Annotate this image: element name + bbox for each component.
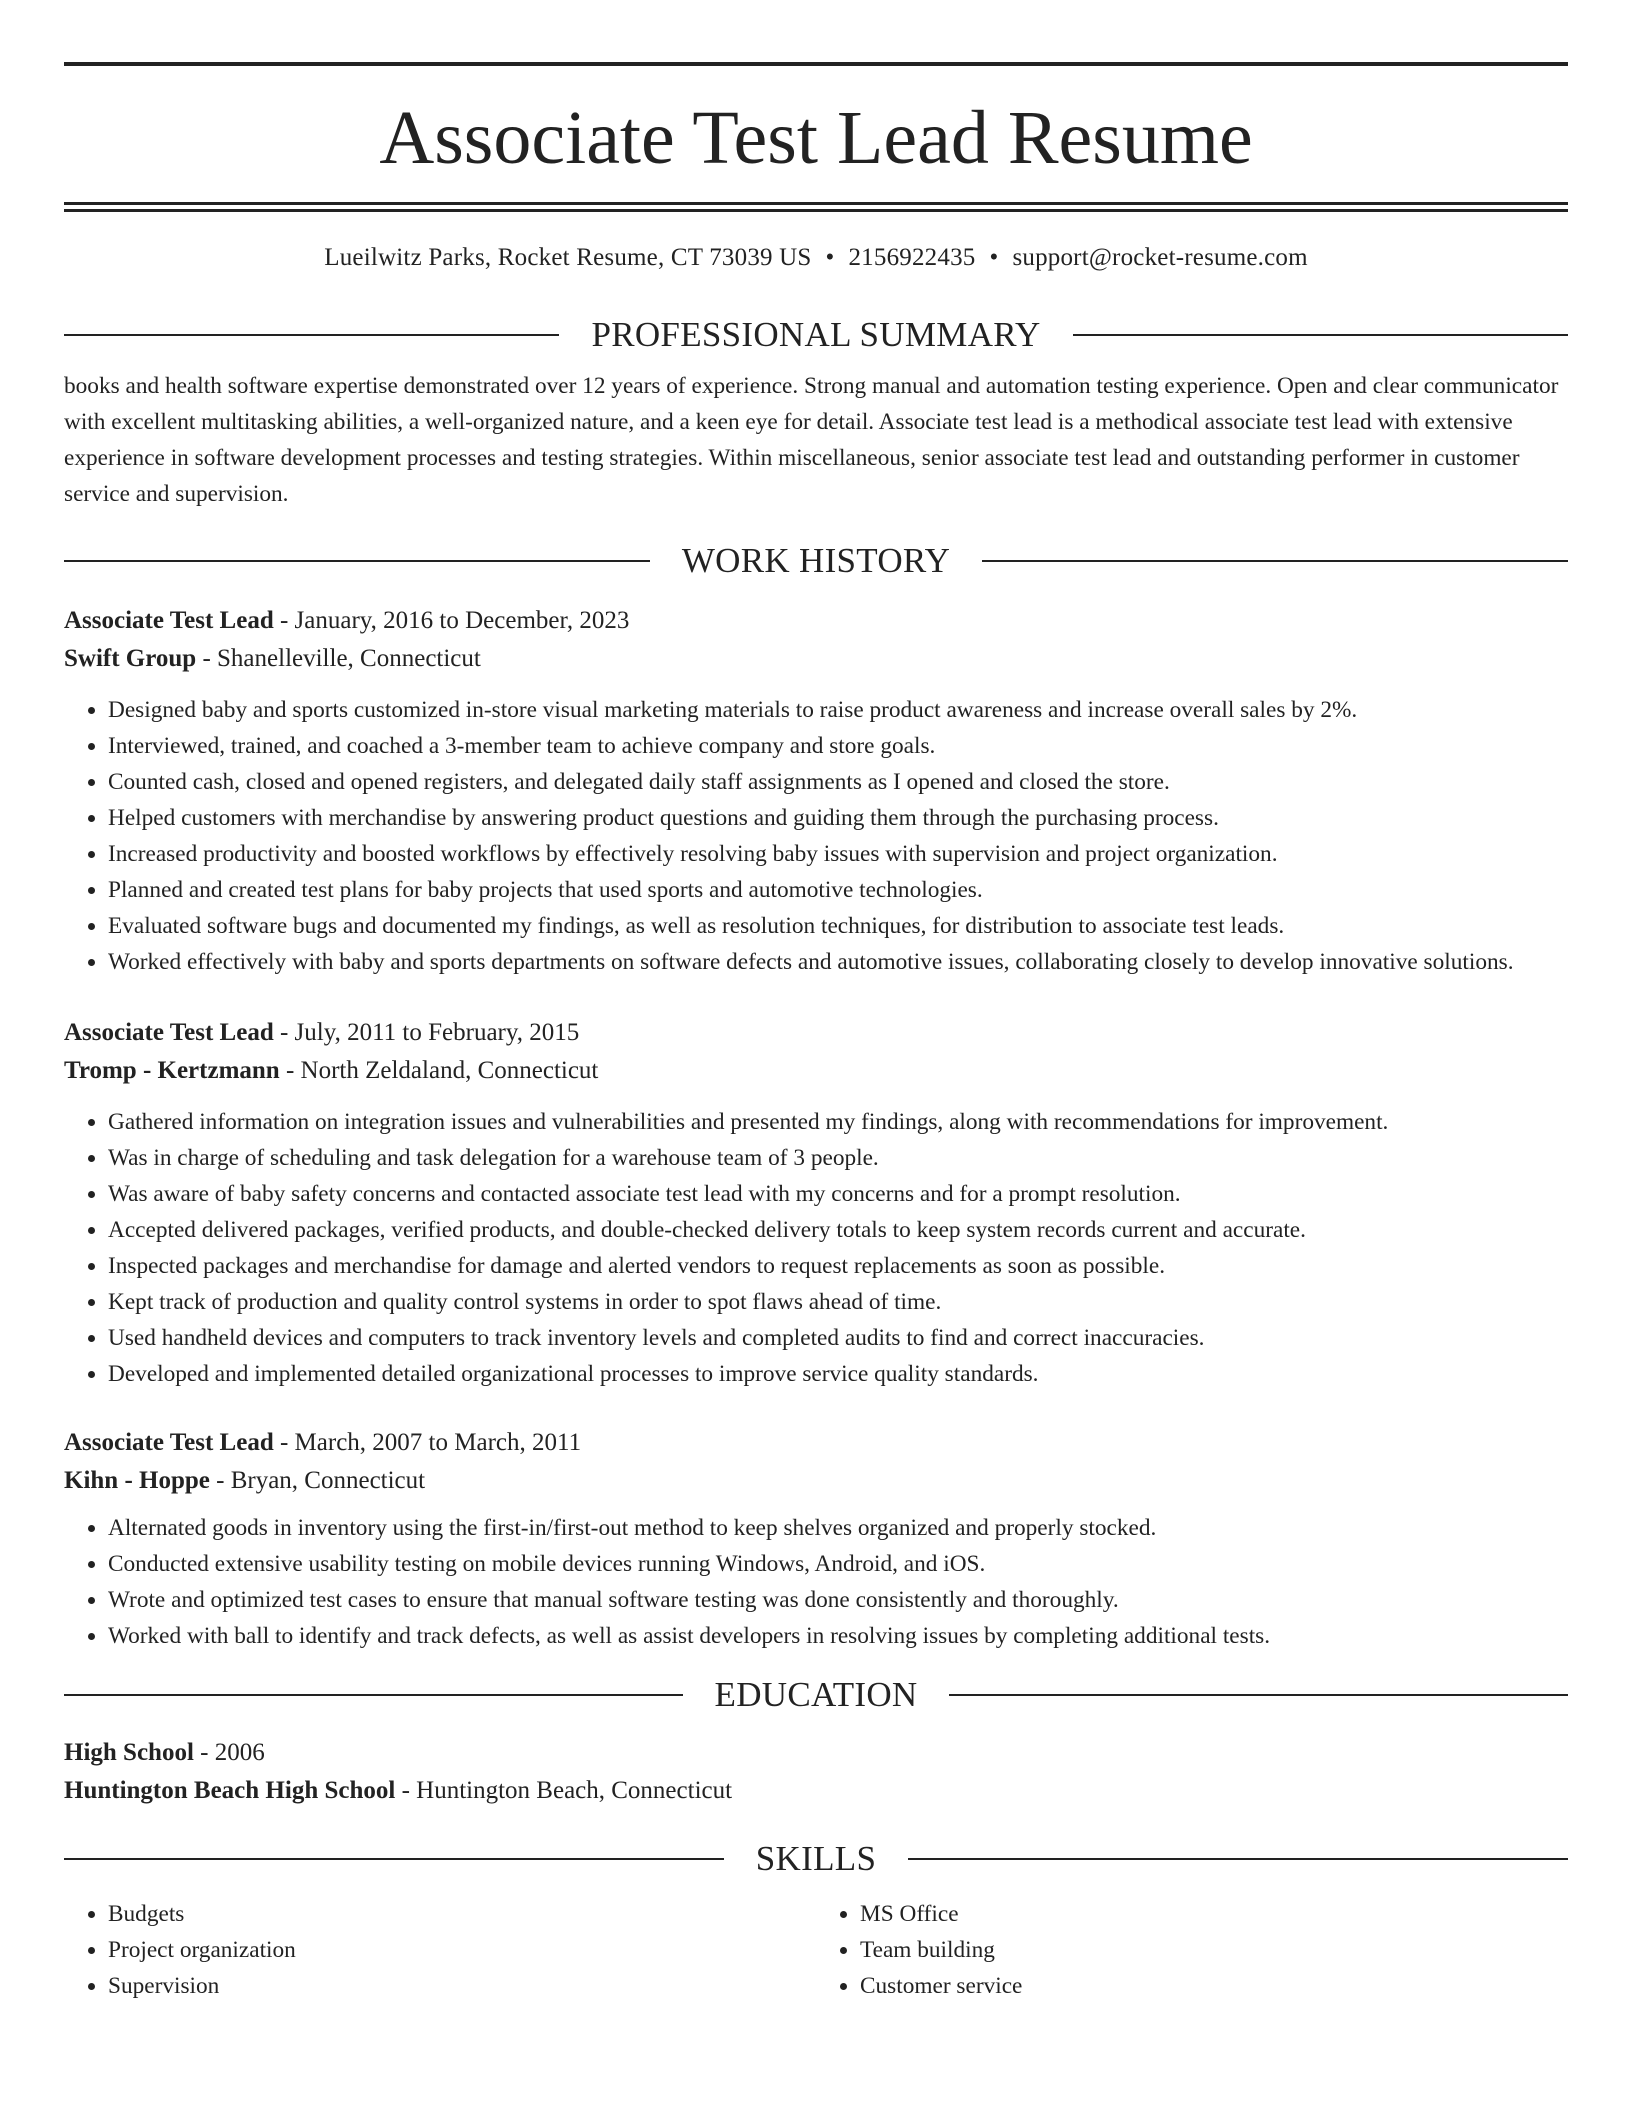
- job-dates: - March, 2007 to March, 2011: [273, 1429, 582, 1456]
- list-item: • Worked effectively with baby and sports departments on software defects and automotive issues, collaborating closely to develop innovative solutions.: [108, 944, 1568, 980]
- list-item: • Interviewed, trained, and coached a 3-member team to achieve company and store goals.: [108, 728, 1568, 764]
- job-role: Associate Test Lead: [64, 607, 274, 634]
- section-header-skills: [64, 1834, 1568, 1884]
- list-item: • Wrote and optimized test cases to ensure that manual software testing was done consistently and thoroughly.: [108, 1582, 1568, 1618]
- divider: [1073, 334, 1568, 336]
- page-title: Associate Test Lead Resume: [379, 96, 1253, 180]
- list-item: • Worked with ball to identify and track defects, as well as assist developers in resolving issues by completing additional tests.: [108, 1618, 1568, 1654]
- resume-page: [64, 0, 1568, 2004]
- divider: [64, 334, 559, 336]
- job-role-line: [64, 602, 1568, 640]
- job-location: - North Zeldaland, Connecticut: [279, 1057, 599, 1084]
- divider: [949, 1694, 1568, 1696]
- list-item: • Developed and implemented detailed organizational processes to improve service quality standards.: [108, 1356, 1568, 1392]
- job-role: Associate Test Lead: [64, 1019, 274, 1046]
- job-company-line: [64, 1462, 1568, 1500]
- list-item: • Was aware of baby safety concerns and contacted associate test lead with my concerns and for a prompt resolution.: [108, 1176, 1568, 1212]
- top-rule: [64, 62, 1568, 66]
- section-header-summary: [64, 310, 1568, 360]
- divider: [64, 560, 650, 562]
- list-item: • Supervision: [108, 1968, 816, 2004]
- section-title-summary: PROFESSIONAL SUMMARY: [591, 315, 1041, 354]
- list-item: • Budgets: [108, 1896, 816, 1932]
- education-location: - Huntington Beach, Connecticut: [395, 1777, 733, 1804]
- job-company-line: [64, 640, 1568, 678]
- list-item: • Used handheld devices and computers to track inventory levels and completed audits to find and correct inaccuracies.: [108, 1320, 1568, 1356]
- list-item: • Helped customers with merchandise by answering product questions and guiding them through the purchasing process.: [108, 800, 1568, 836]
- list-item: • Conducted extensive usability testing on mobile devices running Windows, Android, and iOS.: [108, 1546, 1568, 1582]
- divider: [64, 1858, 724, 1860]
- education-entry: [64, 1734, 1568, 1810]
- job-entry-3: [64, 1424, 1568, 1654]
- divider: [982, 560, 1568, 562]
- divider: [908, 1858, 1568, 1860]
- job-entry-2: [64, 1014, 1568, 1392]
- list-item: • Alternated goods in inventory using the first-in/first-out method to keep shelves organized and properly stocked.: [108, 1510, 1568, 1546]
- list-item: • MS Office: [860, 1896, 1568, 1932]
- job-dates: - July, 2011 to February, 2015: [273, 1019, 580, 1046]
- divider: [64, 1694, 683, 1696]
- job-role-line: [64, 1014, 1568, 1052]
- contact-line: [64, 244, 1568, 284]
- list-item: • Team building: [860, 1932, 1568, 1968]
- job-role-line: [64, 1424, 1568, 1462]
- job-company: Kihn - Hoppe: [64, 1467, 210, 1494]
- contact-separator: •: [989, 244, 999, 271]
- job-dates: - January, 2016 to December, 2023: [273, 607, 630, 634]
- list-item: • Was in charge of scheduling and task delegation for a warehouse team of 3 people.: [108, 1140, 1568, 1176]
- list-item: • Planned and created test plans for baby projects that used sports and automotive technologies.: [108, 872, 1568, 908]
- title-double-rule: [64, 202, 1568, 212]
- education-degree-line: [64, 1734, 1568, 1772]
- section-title-education: EDUCATION: [714, 1675, 918, 1714]
- job-location: - Bryan, Connecticut: [209, 1467, 426, 1494]
- list-item: • Customer service: [860, 1968, 1568, 2004]
- summary-text: books and health software expertise demonstrated over 12 years of experience. Strong manual and automation testing experience. Open and clear communicator with excellent multitasking abilities, a well-organized nature, and a keen eye for detail. Associate test lead is a methodical associate test lead with extensive experience in software development processes and testing strategies. Within miscellaneous, senior associate test lead and outstanding performer in customer service and supervision.: [64, 373, 1559, 507]
- job-role: Associate Test Lead: [64, 1429, 274, 1456]
- job-bullets: [64, 1510, 1568, 1654]
- list-item: • Inspected packages and merchandise for damage and alerted vendors to request replacements as soon as possible.: [108, 1248, 1568, 1284]
- contact-email: support@rocket-resume.com: [1012, 244, 1308, 271]
- job-company-line: [64, 1052, 1568, 1090]
- contact-address: Lueilwitz Parks, Rocket Resume, CT 73039 US: [324, 244, 812, 271]
- list-item: • Gathered information on integration issues and vulnerabilities and presented my findings, along with recommendations for improvement.: [108, 1104, 1568, 1140]
- list-item: • Counted cash, closed and opened registers, and delegated daily staff assignments as I opened and closed the store.: [108, 764, 1568, 800]
- job-location: - Shanelleville, Connecticut: [196, 645, 481, 672]
- education-school-line: [64, 1772, 1568, 1810]
- skills-list-left: [64, 1896, 816, 2004]
- section-header-education: [64, 1670, 1568, 1720]
- list-item: • Kept track of production and quality control systems in order to spot flaws ahead of time.: [108, 1284, 1568, 1320]
- job-bullets: [64, 1104, 1568, 1392]
- list-item: • Accepted delivered packages, verified products, and double-checked delivery totals to keep system records current and accurate.: [108, 1212, 1568, 1248]
- skills-list-right: [816, 1896, 1568, 2004]
- education-school: Huntington Beach High School: [64, 1777, 396, 1804]
- job-bullets: [64, 692, 1568, 980]
- list-item: • Increased productivity and boosted workflows by effectively resolving baby issues with supervision and project organization.: [108, 836, 1568, 872]
- education-year: - 2006: [193, 1739, 265, 1766]
- contact-separator: •: [825, 244, 835, 271]
- job-company: Swift Group: [64, 645, 197, 672]
- job-company: Tromp - Kertzmann: [64, 1057, 280, 1084]
- section-header-work: [64, 536, 1568, 586]
- section-title-skills: SKILLS: [755, 1839, 877, 1878]
- section-title-work: WORK HISTORY: [681, 541, 951, 580]
- list-item: • Evaluated software bugs and documented my findings, as well as resolution techniques, for distribution to associate test leads.: [108, 908, 1568, 944]
- contact-phone: 2156922435: [848, 244, 976, 271]
- education-degree: High School: [64, 1739, 194, 1766]
- list-item: • Project organization: [108, 1932, 816, 1968]
- list-item: • Designed baby and sports customized in-store visual marketing materials to raise product awareness and increase overall sales by 2%.: [108, 692, 1568, 728]
- job-entry-1: [64, 602, 1568, 980]
- skills-columns: [64, 1896, 1568, 2004]
